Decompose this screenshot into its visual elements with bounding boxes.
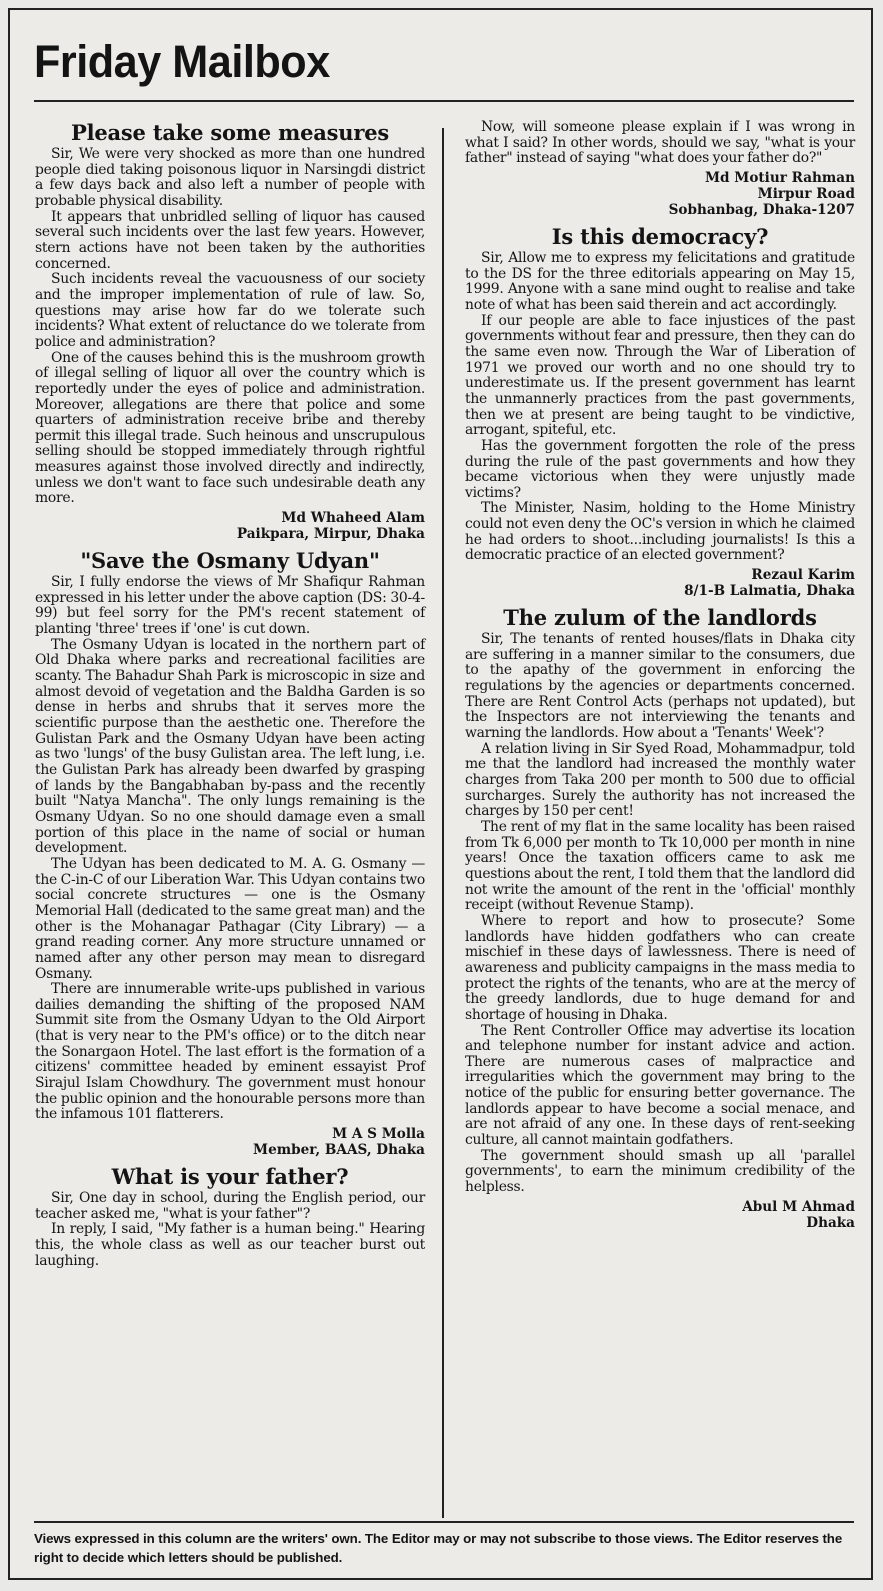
letter-signature [35, 1126, 425, 1158]
signature-name: M A S Molla [332, 1126, 425, 1143]
letter-headline: The zulum of the landlords [503, 605, 817, 631]
letter-paragraph: If our people are able to face injustices of the past governments without fear and pressure, then they can do the same even now. Through the War of Liberation of 1971 we proved our worth and no one should try to underestimate us. If the present government has learnt the unmannerly practices from the past governments, then we at present are being taught to be vindictive, arrogant, spiteful, etc. [465, 312, 855, 439]
editor-disclaimer: Views expressed in this column are the writers' own. The Editor may or may not subscribe to those views. The Editor reserves the right to decide which letters should be published. [34, 1521, 854, 1571]
page-title: Friday Mailbox [34, 36, 330, 87]
left-column [35, 120, 425, 1275]
letter-headline: "Save the Osmany Udyan" [80, 548, 380, 574]
letter-paragraph: Sir, We were very shocked as more than one hundred people died taking poisonous liquor in Narsingdi district a few days back and also left a number of people with probable physical disability. [35, 146, 425, 209]
letter-headline: Please take some measures [70, 120, 389, 145]
signature-address: Sobhanbag, Dhaka-1207 [668, 201, 855, 218]
signature-name: Rezaul Karim [751, 567, 855, 584]
signature-address: Dhaka [806, 1214, 855, 1231]
letter-signature [465, 567, 855, 599]
letter-paragraph: In reply, I said, "My father is a human being." Hearing this, the whole class as well as our teacher burst out laughing. [35, 1221, 425, 1269]
letter-father [35, 1164, 425, 1269]
letter-paragraph: Sir, Allow me to express my felicitations and gratitude to the DS for the three editorials appearing on May 15, 1999. Anyone with a sane mind ought to realise and take note of what has been said therein and act accordingly. [465, 249, 855, 313]
letter-signature [35, 510, 425, 542]
letter-paragraph: One of the causes behind this is the mushroom growth of illegal selling of liquor all over the country which is reportedly under the eyes of police and administration. Moreover, allegations are there that police and some quarters of administration receive bribe and thereby permit this illegal trade. Such heinous and unscrupulous selling should be stopped immediately through rightful measures against those involved directly and indirectly, unless we don't want to face such undesirable death any more. [35, 349, 425, 507]
letter-paragraph: Has the government forgotten the role of the press during the rule of the past governments and how they became victorious when they were unjustly made victims? [465, 437, 855, 501]
page-frame [8, 8, 873, 1580]
letter-paragraph: Such incidents reveal the vacuousness of our society and the improper implementation of rule of law. So, questions may arise how far do we tolerate such incidents? What extent of reluctance do we tolerate from police and administration? [35, 271, 425, 350]
letter-paragraph: Sir, The tenants of rented houses/flats in Dhaka city are suffering in a manner similar to the consumers, due to the apathy of the government in enforcing the regulations by the agencies or departments concerned. There are Rent Control Acts (perhaps not updated), but the Inspectors are not interviewing the tenants and warning the landlords. How about a 'Tenants' Week'? [465, 631, 855, 742]
letter-paragraph: Where to report and how to prosecute? Some landlords have hidden godfathers who can create mischief in these days of lawlessness. There is need of awareness and publicity campaigns in the mass media to protect the rights of the tenants, who are at the mercy of the greedy landlords, due to huge demand for and shortage of housing in Dhaka. [465, 912, 855, 1023]
letter-paragraph: The government should smash up all 'parallel governments', to earn the minimum credibility of the helpless. [465, 1147, 855, 1196]
signature-address: 8/1-B Lalmatia, Dhaka [684, 583, 855, 600]
letter-paragraph: Sir, One day in school, during the English period, our teacher asked me, "what is your father"? [35, 1190, 425, 1222]
letter-paragraph: There are innumerable write-ups published in various dailies demanding the shifting of the proposed NAM Summit site from the Osmany Udyan to the Old Airport (that is very near to the PM's office) or to the ditch near the Sonargaon Hotel. The last effort is the formation of a citizens' committee headed by eminent essayist Prof Sirajul Islam Chowdhury. The government must honour the public opinion and the honourable persons more than the infamous 101 flatterers. [35, 981, 425, 1123]
signature-address: Paikpara, Mirpur, Dhaka [236, 526, 425, 543]
letter-paragraph: It appears that unbridled selling of liquor has caused several such incidents over the last few years. However, stern actions have not been taken by the authorities concerned. [35, 208, 425, 272]
letter-measures [35, 120, 425, 542]
letter-signature [465, 1199, 855, 1231]
letter-paragraph: The Udyan has been dedicated to M. A. G. Osmany — the C-in-C of our Liberation War. This Udyan contains two social concrete structures — one is the Osmany Memorial Hall (dedicated to the same great man) and the other is the Mohanagar Pathagar (City Library) — a grand reading corner. Any more structure unnamed or named after any other person may mean to disregard Osmany. [35, 855, 425, 982]
letter-landlords [465, 605, 855, 1231]
letter-paragraph: The Osmany Udyan is located in the northern part of Old Dhaka where parks and recreational facilities are scanty. The Bahadur Shah Park is microscopic in size and almost devoid of vegetation and the Baldha Garden is so dense in herbs and shrubs that it serves more the scientific purpose than the aesthetic one. Therefore the Gulistan Park and the Osmany Udyan have been acting as two 'lungs' of the busy Gulistan area. The left lung, i.e. the Gulistan Park has already been dwarfed by grasping of lands by the Bangabhaban by-pass and the recently built "Natya Mancha". The only lungs remaining is the Osmany Udyan. So no one should damage even a small portion of this place in the name of social or human development. [35, 636, 425, 857]
signature-address: Member, BAAS, Dhaka [253, 1142, 425, 1159]
letter-paragraph: The Minister, Nasim, holding to the Home Ministry could not even deny the OC's version in which he claimed he had orders to shoot...including journalists! Is this a democratic practice of an elected government? [465, 500, 855, 564]
signature-address: Mirpur Road [757, 185, 855, 202]
letter-democracy [465, 224, 855, 599]
right-column [465, 120, 855, 1237]
signature-name: Abul M Ahmad [742, 1198, 855, 1215]
letter-paragraph: Now, will someone please explain if I was wrong in what I said? In other words, should we say, "what is your father" instead of saying "what does your father do?" [465, 119, 855, 167]
letter-osmany-udyan [35, 548, 425, 1158]
letter-paragraph: A relation living in Sir Syed Road, Mohammadpur, told me that the landlord had increased the monthly water charges from Taka 200 per month to 500 due to official surcharges. Surely the authority has not increased the charges by 150 per cent! [465, 740, 855, 820]
column-divider [442, 128, 444, 1518]
letter-paragraph: The Rent Controller Office may advertise its location and telephone number for instant advice and action. There are numerous cases of malpractice and irregularities which the government may bring to the notice of the public for ensuring better governance. The landlords appear to have become a social menace, and are not afraid of any one. In these days of rent-seeking culture, all cannot maintain godfathers. [465, 1022, 855, 1149]
masthead [34, 30, 854, 102]
letter-headline: Is this democracy? [551, 223, 769, 249]
letter-paragraph: Sir, I fully endorse the views of Mr Shafiqur Rahman expressed in his letter under the above caption (DS: 30-4-99) but feel sorry for the PM's recent statement of planting 'three' trees if 'one' is cut down. [35, 574, 425, 638]
signature-name: Md Whaheed Alam [281, 510, 425, 527]
letter-father-continued [465, 120, 855, 218]
letter-paragraph: The rent of my flat in the same locality has been raised from Tk 6,000 per month to Tk 10,000 per month in nine years! Once the taxation officers came to ask me questions about the rent, I told them that the landlord did not write the amount of the rent in the 'official' monthly receipt (without Revenue Stamp). [465, 818, 855, 914]
letter-signature [465, 170, 855, 218]
signature-name: Md Motiur Rahman [705, 169, 855, 186]
letter-headline: What is your father? [111, 1164, 349, 1190]
